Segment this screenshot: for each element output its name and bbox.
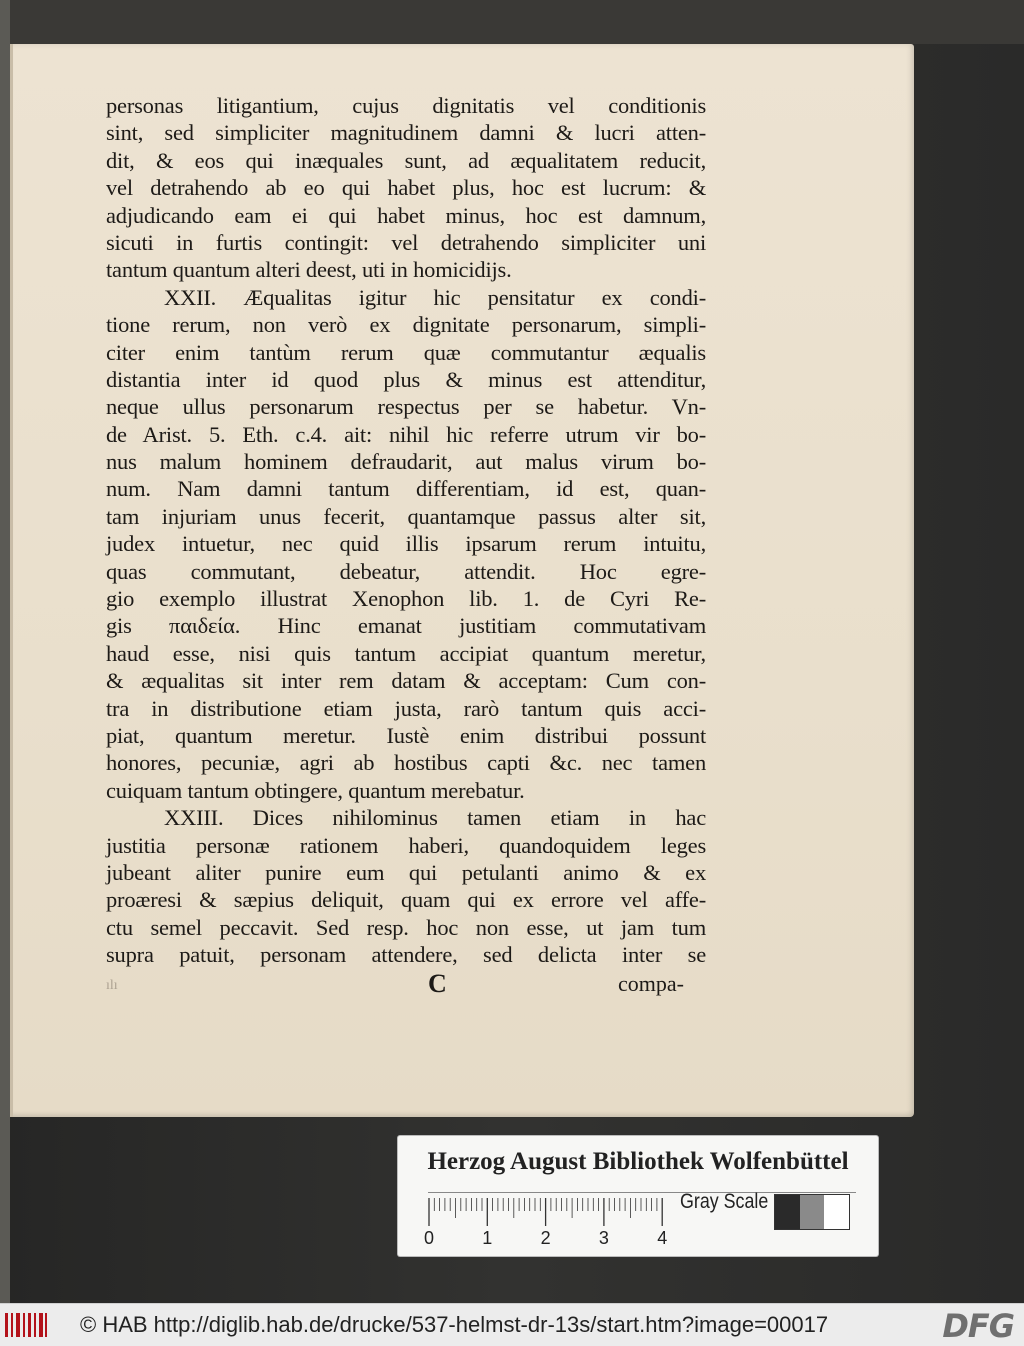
text-line: tam injuriam unus fecerit, quantamque passus alter sit,: [106, 503, 706, 529]
show-through-ink: ılı: [106, 978, 118, 993]
text-line: neque ullus personarum respectus per se habetur. Vn-: [106, 394, 706, 420]
text-line: tra in distributione etiam justa, rarò tantum quis acci-: [106, 695, 706, 721]
text-line: honores, pecuniæ, agri ab hostibus capti &c. nec tamen: [106, 750, 706, 776]
gray-patch: [775, 1195, 800, 1229]
scanner-left-edge: [0, 0, 10, 1303]
color-reference-card: [398, 1136, 878, 1256]
text-line: quas commutant, debeatur, attendit. Hoc egre-: [106, 558, 706, 584]
signature-mark: C: [428, 968, 447, 998]
ruler-number: 2: [540, 1228, 551, 1248]
scanner-top-edge: [0, 0, 1024, 44]
hab-barcode-logo-icon: [4, 1311, 48, 1339]
text-line: citer enim tantùm rerum quæ commutantur æqualis: [106, 339, 706, 365]
text-line: cuiquam tantum obtingere, quantum merebatur.: [106, 777, 525, 803]
text-line: jubeant aliter punire eum qui petulanti animo & ex: [106, 859, 706, 885]
text-line: distantia inter id quod plus & minus est attenditur,: [106, 366, 706, 392]
text-line: XXII. Æqualitas igitur hic pensitatur ex condi-: [164, 284, 706, 310]
card-divider: [428, 1192, 856, 1193]
text-line: proæresi & sæpius deliquit, quam qui ex errore vel affe-: [106, 887, 706, 913]
text-line: num. Nam damni tantum differentiam, id est, quan-: [106, 476, 706, 502]
gray-scale-patches: [774, 1194, 850, 1230]
text-line: piat, quantum meretur. Iustè enim distribui possunt: [106, 722, 706, 748]
gray-patch: [824, 1195, 849, 1229]
catchword: compa-: [618, 970, 684, 996]
text-line: tione rerum, non verò ex dignitate personarum, simpli-: [106, 312, 706, 338]
text-line: haud esse, nisi quis tantum accipiat quantum meretur,: [106, 640, 706, 666]
text-line: justitia personæ rationem haberi, quandoquidem leges: [106, 832, 706, 858]
gray-patch: [800, 1195, 825, 1229]
dfg-logo: DFG: [942, 1307, 1014, 1345]
book-page: [10, 44, 914, 1117]
ruler-scale: [428, 1198, 668, 1228]
text-line: judex intuetur, nec quid illis ipsarum rerum intuitu,: [106, 531, 706, 557]
ruler-number: 3: [598, 1228, 609, 1248]
text-line: adjudicando eam ei qui habet minus, hoc est damnum,: [106, 202, 706, 228]
ruler-number: 4: [657, 1228, 668, 1248]
gray-scale-label: Gray Scale: [680, 1190, 769, 1213]
ruler-numbers: [424, 1228, 688, 1252]
text-line: sicuti in furtis contingit: vel detrahendo simpliciter uni: [106, 229, 706, 255]
text-line: personas litigantium, cujus dignitatis vel conditionis: [106, 93, 706, 118]
text-line: gio exemplo illustrat Xenophon lib. 1. de Cyri Re-: [106, 586, 706, 612]
text-line: XXIII. Dices nihilominus tamen etiam in hac: [164, 805, 706, 831]
citation-link[interactable]: © HAB http://diglib.hab.de/drucke/537-helmst-dr-13s/start.htm?image=00017: [80, 1312, 829, 1337]
text-line: dit, & eos qui inæquales sunt, ad æqualitatem reducit,: [106, 147, 706, 173]
page-text: [106, 92, 706, 1001]
footer-bar: [0, 1303, 1024, 1346]
text-line: sint, sed simpliciter magnitudinem damni & lucri atten-: [106, 120, 706, 146]
ruler-number: 0: [424, 1228, 435, 1248]
ruler-number: 1: [482, 1228, 493, 1248]
text-line: vel detrahendo ab eo qui habet plus, hoc est lucrum: &: [106, 175, 706, 201]
text-line: supra patuit, personam attendere, sed delicta inter se: [106, 942, 706, 968]
text-line: tantum quantum alteri deest, uti in homicidijs.: [106, 257, 512, 283]
signature-row: [106, 969, 706, 1001]
text-line: nus malum hominem defraudarit, aut malus virum bo-: [106, 449, 706, 475]
text-line: ctu semel peccavit. Sed resp. hoc non esse, ut jam tum: [106, 914, 706, 940]
text-line: de Arist. 5. Eth. c.4. ait: nihil hic referre utrum vir bo-: [106, 421, 706, 447]
institution-name: Herzog August Bibliothek Wolfenbüttel: [427, 1148, 849, 1175]
text-line: gis παιδεία. Hinc emanat justitiam commutativam: [106, 613, 706, 639]
text-line: & æqualitas sit inter rem datam & acceptam: Cum con-: [106, 668, 706, 694]
